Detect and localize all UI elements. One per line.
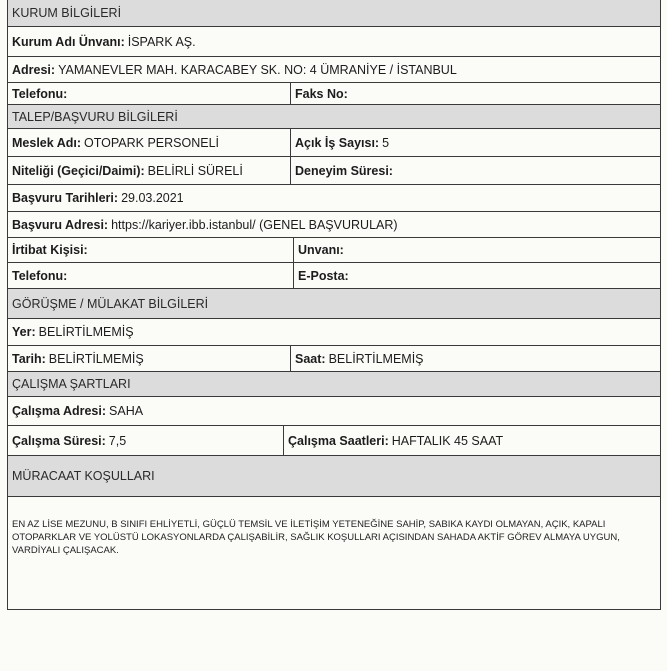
section-kurum-header <box>8 0 660 27</box>
row-calisma-adres <box>8 397 660 426</box>
field-value: BELİRTİLMEMİŞ <box>38 325 134 339</box>
nitelik-field <box>8 157 291 184</box>
field-label: Başvuru Tarihleri: <box>12 191 119 205</box>
field-value: BELİRLİ SÜRELİ <box>147 163 243 178</box>
field-label: İrtibat Kişisi: <box>12 243 88 257</box>
section-gorusme-header <box>8 289 660 319</box>
field-label: Deneyim Süresi: <box>295 163 393 178</box>
faks-field <box>291 83 355 104</box>
field-value: BELİRTİLMEMİŞ <box>48 351 144 366</box>
field-label: Adresi: <box>12 62 56 77</box>
field-label: Çalışma Adresi: <box>12 404 107 418</box>
basvuru-adres-field <box>8 212 402 237</box>
meslek-field <box>8 129 291 156</box>
field-value: https://kariyer.ibb.istanbul/ (GENEL BAŞVURULAR) <box>111 217 398 232</box>
calisma-saatleri-field <box>284 426 507 455</box>
row-kurum-adi <box>8 27 660 57</box>
acik-is-field <box>291 129 393 156</box>
field-label: Kurum Adı Ünvanı: <box>12 34 125 49</box>
irtibat-field <box>8 238 294 262</box>
row-meslek <box>8 129 660 157</box>
section-talep-header <box>8 105 660 129</box>
deneyim-field <box>291 157 400 184</box>
eposta-field <box>294 263 356 288</box>
section-title: ÇALIŞMA ŞARTLARI <box>12 377 131 391</box>
field-label: Tarih: <box>12 351 46 366</box>
basvuru-tarih-field <box>8 185 188 211</box>
field-value: BELİRTİLMEMİŞ <box>328 351 424 366</box>
kurum-adi-field <box>8 27 200 56</box>
field-value: İSPARK AŞ. <box>127 34 196 49</box>
field-label: Telefonu: <box>12 86 68 101</box>
calisma-sure-field <box>8 426 284 455</box>
row-telefon-faks <box>8 83 660 105</box>
row-calisma-sure <box>8 426 660 456</box>
field-value: 5 <box>382 135 390 150</box>
section-title: KURUM BİLGİLERİ <box>12 6 122 20</box>
field-label: Yer: <box>12 325 36 339</box>
row-nitelik <box>8 157 660 185</box>
row-yer <box>8 319 660 346</box>
field-label: Açık İş Sayısı: <box>295 135 380 150</box>
adres-field <box>8 57 461 82</box>
field-label: Faks No: <box>295 86 348 101</box>
calisma-adres-field <box>8 397 147 425</box>
field-label: Telefonu: <box>12 268 68 283</box>
row-basvuru-adres <box>8 212 660 238</box>
field-value: YAMANEVLER MAH. KARACABEY SK. NO: 4 ÜMRANİYE / İSTANBUL <box>58 62 457 77</box>
field-label: Başvuru Adresi: <box>12 217 109 232</box>
section-muracaat-header <box>8 456 660 497</box>
row-basvuru-tarih <box>8 185 660 212</box>
field-label: Saat: <box>295 351 326 366</box>
saat-field <box>291 346 428 371</box>
row-telefon-eposta <box>8 263 660 289</box>
section-title: MÜRACAAT KOŞULLARI <box>12 469 155 483</box>
telefon-field <box>8 83 291 104</box>
field-label: Meslek Adı: <box>12 135 82 150</box>
section-calisma-header <box>8 372 660 397</box>
field-label: Çalışma Saatleri: <box>288 433 389 448</box>
row-irtibat <box>8 238 660 263</box>
job-posting-form <box>7 0 661 610</box>
yer-field <box>8 319 138 345</box>
field-value: HAFTALIK 45 SAAT <box>391 433 504 448</box>
unvan-field <box>294 238 351 262</box>
field-label: E-Posta: <box>298 268 349 283</box>
row-adres <box>8 57 660 83</box>
field-value: SAHA <box>109 404 144 418</box>
section-title: TALEP/BAŞVURU BİLGİLERİ <box>12 109 178 124</box>
row-tarih-saat <box>8 346 660 372</box>
row-muracaat-text <box>8 497 660 609</box>
field-label: Çalışma Süresi: <box>12 433 106 448</box>
field-value: OTOPARK PERSONELİ <box>84 135 220 150</box>
field-label: Unvanı: <box>298 243 344 257</box>
field-label: Niteliği (Geçici/Daimi): <box>12 163 145 178</box>
tarih-field <box>8 346 291 371</box>
muracaat-conditions-text: EN AZ LİSE MEZUNU, B SINIFI EHLİYETLİ, GÜÇLÜ TEMSİL VE İLETİŞİM YETENEĞİNE SAHİP, SABIKA KAYDI OLMAYAN, AÇIK, KAPALI OTOPARKLAR VE YOLÜSTÜ LOKASYONLARDA ÇALIŞABİLİR, SAĞLIK KOŞULLARI AÇISINDAN SAHADA AKTİF GÖREV ALMAYA UYGUN, VARDİYALI ÇALIŞACAK. <box>12 519 620 556</box>
field-value: 7,5 <box>108 433 127 448</box>
field-value: 29.03.2021 <box>121 191 184 205</box>
section-title: GÖRÜŞME / MÜLAKAT BİLGİLERİ <box>12 296 209 311</box>
talep-telefon-field <box>8 263 294 288</box>
